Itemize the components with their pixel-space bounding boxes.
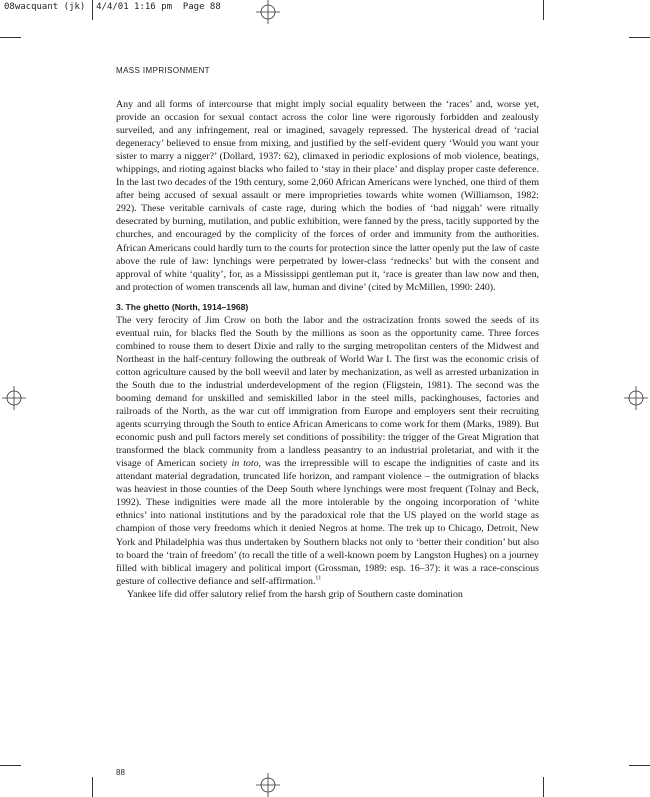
paragraph-3: Yankee life did offer salutory relief from the harsh grip of Southern caste domination [127, 588, 463, 600]
crop-mark-top-left-v [92, 0, 93, 20]
paragraph-2 [116, 314, 539, 588]
crop-mark-top-right-h [629, 37, 650, 38]
paragraph-2-part-2: , was the irrepressible will to escape the indignities of caste and its attendant material degradation, truncated life horizon, and rampant violence – the outmigration of blacks was heaviest in those counties of the Deep South where lynchings were most frequent (Tolnay and Beck, 1992). These indignities were made all the more intolerable by the ongoing incorporation of ‘white ethnics’ into national institutions and by the paradoxical role that the US played on the world stage as champion of those very freedoms which it denied Negros at home. The trek up to Chicago, Detroit, New York and Philadelphia was thus undertaken by Southern blacks not only to ‘better their condition’ but also to board the ‘train of freedom’ (to recall the title of a well-known poem by Langston Hughes) on a journey filled with biblical imagery and political import (Grossman, 1989: esp. 16–37): it was a race-conscious gesture of collective defiance and self-affirmation. [116, 458, 540, 587]
registration-mark-bottom [256, 773, 280, 797]
crop-mark-bottom-left-h [0, 765, 21, 766]
slug-datetime: 4/4/01 1:16 pm [96, 2, 172, 12]
crop-mark-top-right-v [543, 0, 544, 20]
registration-mark-left [2, 386, 26, 410]
paragraph-2-part-1: The very ferocity of Jim Crow on both the labor and the ostracization fronts sowed the seeds of its eventual ruin, for blacks fled the South by the millions as soon as the opportunity came. Three forces combined to rouse them to desert Dixie and rally to the surging metropolitan centers of the Midwest and Northeast in the half-century following the outbreak of World War I. The first was the economic crisis of cotton agriculture caused by the boll weevil and later by mechanization, as well as arrested urbanization in the South due to the industrial underdevelopment of the region (Fligstein, 1981). The second was the booming demand for unskilled and semiskilled labor in the steel mills, packinghouses, factories and railroads of the North, as the war cut off immigration from Europe and employers sent their recruiting agents scurrying through the South to entice African Americans to come work for them (Marks, 1989). But economic push and pull factors merely set conditions of possibility: the trigger of the Great Migration that transformed the black community from a landless peasantry to an industrial proletariat, and with it the visage of American society [116, 314, 539, 470]
slug-line [4, 2, 221, 12]
page-number: 88 [116, 768, 125, 777]
registration-mark-right [624, 386, 648, 410]
registration-mark-top [256, 0, 280, 24]
running-head: MASS IMPRISONMENT [116, 66, 210, 75]
body-text [116, 98, 539, 601]
paragraph-1: Any and all forms of intercourse that might imply social equality between the ‘races’ and, worse yet, provide an occasion for sexual contact across the color line were rigorously forbidden and zealously surveiled, and any infringement, real or imagined, savagely repressed. The hysterical dread of ‘racial degeneracy’ believed to ensue from mixing, and justified by the self-evident query ‘Would you want your sister to marry a nigger?’ (Dollard, 1937: 62), climaxed in periodic explosions of mob violence, beatings, whippings, and rioting against blacks who failed to ‘stay in their place’ and display proper caste deference. In the last two decades of the 19th century, some 2,060 African Americans were lynched, one third of them after being accused of sexual assault or mere improprieties towards white women (Williamson, 1982: 292). These veritable carnivals of caste rage, during which the bodies of ‘bad niggah’ were ritually desecrated by burning, mutilation, and public exhibition, were fanned by the press, tacitly supported by the churches, and encouraged by the complicity of the forces of order and immunity from the authorities. African Americans could hardly turn to the courts for protection since the latter openly put the law of caste above the rule of law: lynchings were perpetrated by lower-class ‘rednecks’ but with the consent and approval of white ‘quality’, for, as a Mississippi gentleman put it, ‘race is greater than law now and then, and protection of women transcends all law, human and divine’ (cited by McMillen, 1990: 240). [116, 99, 539, 293]
slug-page-label: Page 88 [182, 2, 221, 12]
section-spacer [116, 294, 539, 301]
crop-mark-bottom-right-v [543, 777, 544, 797]
slug-file: 08wacquant (jk) [4, 2, 86, 12]
crop-mark-top-left-h [0, 37, 21, 38]
section-heading: 3. The ghetto (North, 1914–1968) [116, 301, 249, 312]
crop-mark-bottom-right-h [629, 765, 650, 766]
paragraph-2-italic: in toto [231, 458, 259, 470]
crop-mark-bottom-left-v [92, 777, 93, 797]
footnote-ref[interactable]: 11 [315, 575, 322, 582]
